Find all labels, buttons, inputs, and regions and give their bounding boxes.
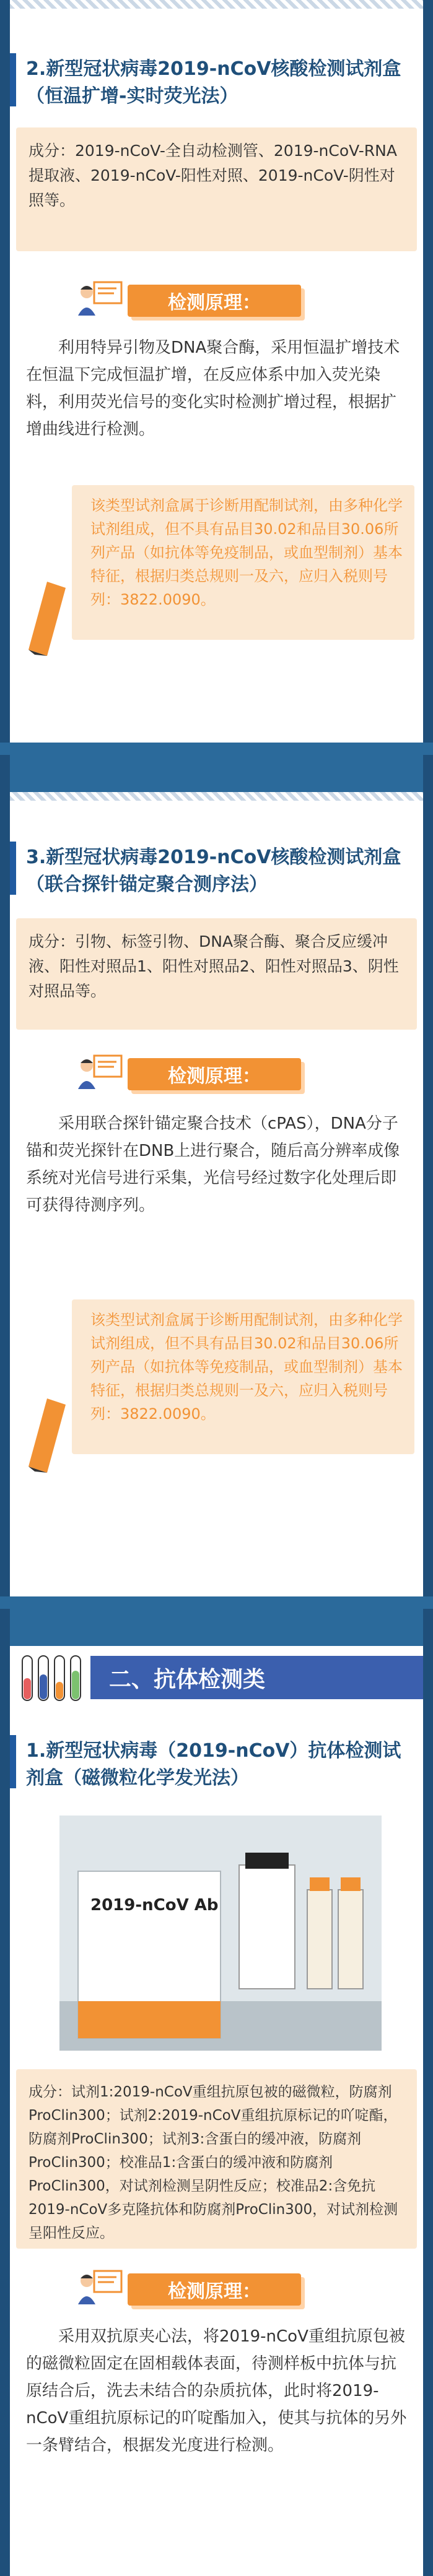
note-box [72, 485, 414, 640]
section-title: 二、抗体检测类 [90, 1656, 423, 1699]
ingredients-box [16, 918, 417, 1030]
principle-label: 检测原理： [128, 2273, 301, 2306]
item-heading: 1.新型冠状病毒（2019-nCoV）抗体检测试剂盒（磁微粒化学发光法） [26, 1740, 401, 1789]
stripe-decoration [10, 0, 423, 9]
note-text: 该类型试剂盒属于诊断用配制试剂，由多种化学试剂组成，但不具有品目30.02和品目30.06所列产品（如抗体等免疫制品，或血型制剂）基本特征，根据归类总规则一及六，应归入税则号列：3822.0090。 [90, 497, 403, 608]
principle-text: 采用联合探针锚定聚合技术（cPAS），DNA分子锚和荧光探针在DNB上进行聚合，随后高分辨率成像系统对光信号进行采集，光信号经过数字化处理后即可获得待测序列。 [26, 1114, 400, 1215]
section-gap [0, 1596, 433, 1609]
note-text: 该类型试剂盒属于诊断用配制试剂，由多种化学试剂组成，但不具有品目30.02和品目30.06所列产品（如抗体等免疫制品，或血型制剂）基本特征，根据归类总规则一及六，应归入税则号列：3822.0090。 [90, 1311, 403, 1423]
ingredients-box [16, 2069, 417, 2249]
section-header [10, 1646, 423, 1710]
item-panel-2 [10, 792, 423, 1596]
ingredients-text: 成分：2019-nCoV-全自动检测管、2019-nCoV-RNA提取液、2019-nCoV-阳性对照、2019-nCoV-阴性对照等。 [28, 142, 397, 209]
ingredients-text: 成分：试剂1:2019-nCoV重组抗原包被的磁微粒，防腐剂ProClin300；试剂2:2019-nCoV重组抗原标记的吖啶酯，防腐剂ProClin300；试剂3:含蛋白的缓冲液，防腐剂ProClin300；校准品1:含蛋白的缓冲液和防腐剂ProClin300，对试剂检测呈阴性反应；校准品2:含免抗2019-nCoV多克隆抗体和防腐剂ProClin300，对试剂检测呈阳性反应。 [28, 2084, 398, 2241]
product-photo [59, 1816, 382, 2051]
teacher-icon [77, 1052, 124, 1093]
note-area [10, 470, 423, 668]
photo-box-label: 2019-nCoV Ab [90, 1896, 219, 1915]
stripe-decoration [10, 792, 423, 801]
note-box [72, 1299, 414, 1454]
ingredients-text: 成分：引物、标签引物、DNA聚合酶、聚合反应缓冲液、阳性对照品1、阳性对照品2、阳性对照品3、阴性对照品等。 [28, 933, 399, 1000]
product-photo-illustration [59, 1816, 382, 2051]
section-gap [0, 743, 433, 755]
teacher-icon [77, 278, 124, 319]
principle-row [10, 278, 423, 319]
principle-label: 检测原理： [128, 1058, 301, 1090]
teacher-icon [77, 2267, 124, 2308]
item-panel-3 [10, 1710, 423, 2576]
item-heading: 3.新型冠状病毒2019-nCoV核酸检测试剂盒（联合探针锚定聚合测序法） [26, 846, 401, 895]
principle-row [10, 2267, 423, 2308]
principle-label: 检测原理： [128, 285, 301, 317]
item-panel-1 [10, 0, 423, 743]
principle-row [10, 1052, 423, 1093]
note-area [10, 1269, 423, 1491]
principle-text: 利用特异引物及DNA聚合酶，采用恒温扩增技术在恒温下完成恒温扩增，在反应体系中加入荧光染料，利用荧光信号的变化实时检测扩增过程，根据扩增曲线进行检测。 [26, 338, 400, 439]
item-heading: 2.新型冠状病毒2019-nCoV核酸检测试剂盒（恒温扩增-实时荧光法） [26, 58, 401, 107]
ingredients-box [16, 127, 417, 251]
principle-text: 采用双抗原夹心法，将2019-nCoV重组抗原包被的磁微粒固定在固相载体表面，待测样板中抗体与抗原结合后，洗去未结合的杂质抗体，此时将2019-nCoV重组抗原标记的吖啶酯加入，使其与抗体的另外一条臂结合，根据发光度进行检测。 [26, 2327, 407, 2455]
test-tubes-icon [16, 1650, 84, 1707]
